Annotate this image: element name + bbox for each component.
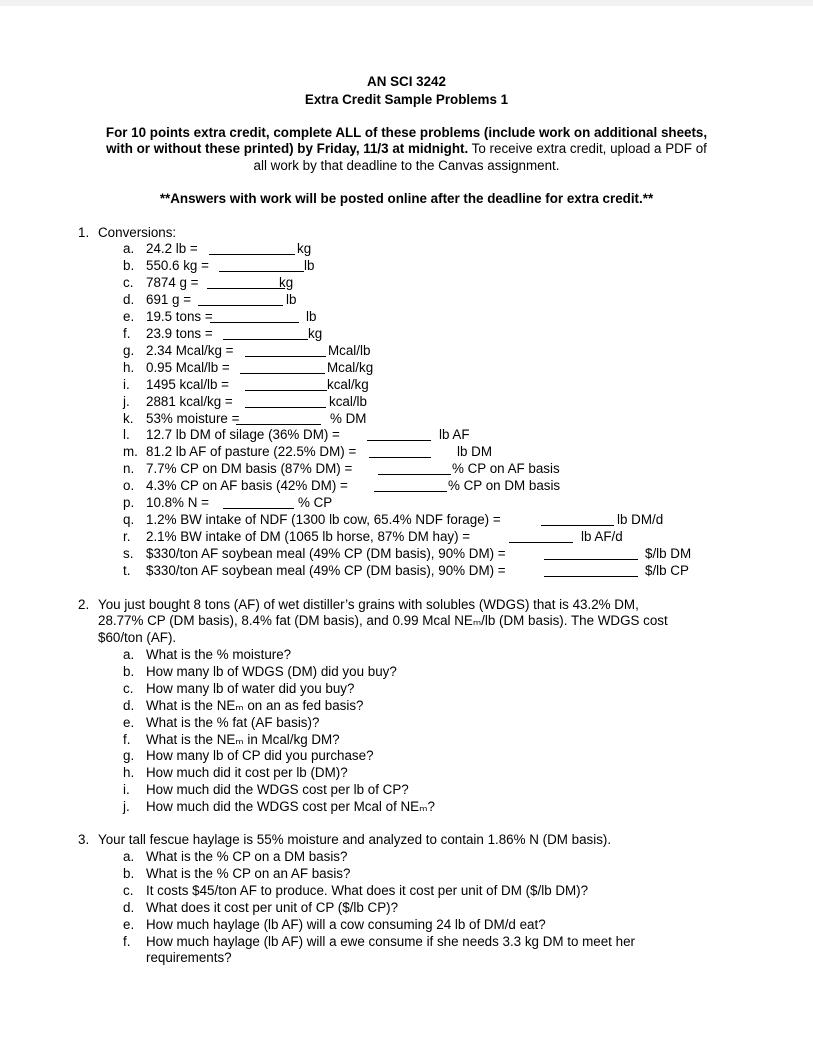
q1-answer-blank[interactable] bbox=[245, 377, 327, 391]
instructions-line-1: For 10 points extra credit, complete ALL of these problems (include work on additional sheets, bbox=[105, 125, 708, 140]
q2-number: 2. bbox=[78, 597, 90, 612]
q2-item-text: How many lb of water did you buy? bbox=[146, 681, 355, 696]
q1-item-letter: p. bbox=[123, 495, 135, 510]
q1-answer-blank[interactable] bbox=[378, 461, 451, 475]
q1-answer-blank[interactable] bbox=[245, 343, 326, 357]
q3-item-text: What is the % CP on an AF basis? bbox=[146, 866, 351, 881]
q2-intro-line-1: You just bought 8 tons (AF) of wet distiller’s grains with solubles (WDGS) that is 43.2% DM, bbox=[98, 597, 639, 612]
q3-item-text: How much haylage (lb AF) will a cow consuming 24 lb of DM/d eat? bbox=[146, 917, 546, 932]
q1-item-letter: f. bbox=[123, 326, 131, 341]
q3-intro: Your tall fescue haylage is 55% moisture and analyzed to contain 1.86% N (DM basis). bbox=[98, 832, 612, 847]
q1-item-letter: g. bbox=[123, 343, 135, 358]
q1-item-letter: b. bbox=[123, 258, 135, 273]
q3-item-letter: f. bbox=[123, 934, 131, 949]
q1-item-letter: s. bbox=[123, 546, 134, 561]
instructions-line-2 bbox=[0, 141, 813, 156]
q2-item-letter: c. bbox=[123, 681, 134, 696]
q1-item-unit: lb AF/d bbox=[581, 529, 623, 544]
q1-answer-blank[interactable] bbox=[374, 478, 447, 492]
q3-item-text: How much haylage (lb AF) will a ewe consume if she needs 3.3 kg DM to meet her bbox=[146, 934, 635, 949]
q1-item-text: 4.3% CP on AF basis (42% DM) = bbox=[146, 478, 348, 493]
q1-answer-blank[interactable] bbox=[509, 529, 573, 543]
q1-item-text: 53% moisture = bbox=[146, 411, 240, 426]
q1-item-letter: a. bbox=[123, 241, 135, 256]
q1-answer-blank[interactable] bbox=[236, 411, 321, 425]
q1-answer-blank[interactable] bbox=[544, 546, 638, 560]
q1-answer-blank[interactable] bbox=[209, 241, 295, 255]
q1-item-text: $330/ton AF soybean meal (49% CP (DM basis), 90% DM) = bbox=[146, 563, 506, 578]
q2-item-letter: b. bbox=[123, 664, 135, 679]
q1-item-unit: kcal/kg bbox=[327, 377, 369, 392]
q1-item-letter: i. bbox=[123, 377, 130, 392]
q1-item-unit: kg bbox=[308, 326, 323, 341]
q2-item-text: How much did the WDGS cost per lb of CP? bbox=[146, 782, 409, 797]
q1-item-unit: lb bbox=[286, 292, 297, 307]
q3-item-letter: c. bbox=[123, 883, 134, 898]
q1-item-letter: m. bbox=[123, 444, 138, 459]
q3-item-text: What does it cost per unit of CP ($/lb CP)? bbox=[146, 900, 399, 915]
q1-item-text: 1495 kcal/lb = bbox=[146, 377, 230, 392]
q1-item-text: 2.34 Mcal/kg = bbox=[146, 343, 234, 358]
q1-item-text: 19.5 tons = bbox=[146, 309, 213, 324]
q1-item-text: 7874 g = bbox=[146, 275, 199, 290]
q1-item-text: 12.7 lb DM of silage (36% DM) = bbox=[146, 427, 340, 442]
q2-item-letter: i. bbox=[123, 782, 130, 797]
q3-item-letter: b. bbox=[123, 866, 135, 881]
q2-item-text: How many lb of CP did you purchase? bbox=[146, 748, 374, 763]
viewer-top-bar bbox=[0, 0, 813, 6]
course-code: AN SCI 3242 bbox=[367, 74, 446, 89]
q1-answer-blank[interactable] bbox=[240, 360, 325, 374]
q1-item-unit: % CP bbox=[298, 495, 333, 510]
q3-item-letter: e. bbox=[123, 917, 135, 932]
q1-answer-blank[interactable] bbox=[207, 275, 285, 289]
q1-answer-blank[interactable] bbox=[541, 512, 614, 526]
q1-item-text: 2.1% BW intake of DM (1065 lb horse, 87% DM hay) = bbox=[146, 529, 471, 544]
q1-item-text: 691 g = bbox=[146, 292, 192, 307]
instructions-line-3: all work by that deadline to the Canvas assignment. bbox=[253, 158, 560, 173]
q2-item-letter: e. bbox=[123, 715, 135, 730]
q1-item-unit: $/lb DM bbox=[645, 546, 692, 561]
q2-item-text: How much did it cost per lb (DM)? bbox=[146, 765, 348, 780]
instructions-line-2-normal: To receive extra credit, upload a PDF of bbox=[468, 141, 707, 156]
q1-item-letter: r. bbox=[123, 529, 131, 544]
q1-item-unit: kcal/lb bbox=[329, 394, 367, 409]
q1-answer-blank[interactable] bbox=[219, 258, 304, 272]
q3-item-letter: a. bbox=[123, 849, 135, 864]
q1-number: 1. bbox=[78, 225, 90, 240]
q1-answer-blank[interactable] bbox=[223, 326, 308, 340]
q1-item-unit: Mcal/lb bbox=[328, 343, 371, 358]
q3-item-letter: d. bbox=[123, 900, 135, 915]
q2-item-letter: a. bbox=[123, 647, 135, 662]
document-title: Extra Credit Sample Problems 1 bbox=[304, 92, 509, 107]
q1-item-text: 2881 kcal/kg = bbox=[146, 394, 233, 409]
q1-answer-blank[interactable] bbox=[198, 292, 283, 306]
q1-item-letter: k. bbox=[123, 411, 134, 426]
q2-item-letter: f. bbox=[123, 732, 131, 747]
q2-item-letter: j. bbox=[123, 799, 130, 814]
q1-item-text: 0.95 Mcal/lb = bbox=[146, 360, 230, 375]
q3-f-continuation: requirements? bbox=[146, 950, 232, 965]
q1-item-text: 24.2 lb = bbox=[146, 241, 198, 256]
q1-answer-blank[interactable] bbox=[544, 563, 638, 577]
q2-item-text: How many lb of WDGS (DM) did you buy? bbox=[146, 664, 397, 679]
q1-item-letter: o. bbox=[123, 478, 135, 493]
q1-item-unit: lb bbox=[304, 258, 315, 273]
q1-answer-blank[interactable] bbox=[210, 309, 299, 323]
q1-item-text: 550.6 kg = bbox=[146, 258, 209, 273]
q3-item-text: What is the % CP on a DM basis? bbox=[146, 849, 348, 864]
q1-item-letter: h. bbox=[123, 360, 135, 375]
q1-item-letter: q. bbox=[123, 512, 135, 527]
q1-item-letter: j. bbox=[123, 394, 130, 409]
q1-item-letter: c. bbox=[123, 275, 134, 290]
q2-item-text: What is the NEₘ on an as fed basis? bbox=[146, 698, 364, 713]
q1-answer-blank[interactable] bbox=[223, 495, 294, 509]
q1-item-unit: Mcal/kg bbox=[327, 360, 374, 375]
q1-item-unit: $/lb CP bbox=[645, 563, 689, 578]
q1-answer-blank[interactable] bbox=[367, 427, 431, 441]
q2-intro-line-2: 28.77% CP (DM basis), 8.4% fat (DM basis), and 0.99 Mcal NEₘ/lb (DM basis). The WDGS cost bbox=[98, 613, 668, 628]
q1-item-text: 1.2% BW intake of NDF (1300 lb cow, 65.4% NDF forage) = bbox=[146, 512, 501, 527]
q2-item-text: What is the % fat (AF basis)? bbox=[146, 715, 320, 730]
q1-item-letter: t. bbox=[123, 563, 131, 578]
q1-item-letter: n. bbox=[123, 461, 135, 476]
q1-title: Conversions: bbox=[98, 225, 177, 240]
q1-item-letter: l. bbox=[123, 427, 130, 442]
q1-item-letter: d. bbox=[123, 292, 135, 307]
q1-item-text: 81.2 lb AF of pasture (22.5% DM) = bbox=[146, 444, 357, 459]
answers-note: **Answers with work will be posted online after the deadline for extra credit.** bbox=[159, 191, 654, 206]
q1-item-unit: kg bbox=[297, 241, 312, 256]
q1-item-unit: lb bbox=[306, 309, 317, 324]
q1-answer-blank[interactable] bbox=[245, 394, 326, 408]
q1-item-text: 7.7% CP on DM basis (87% DM) = bbox=[146, 461, 353, 476]
q2-item-text: What is the NEₘ in Mcal/kg DM? bbox=[146, 732, 340, 747]
q2-item-letter: g. bbox=[123, 748, 135, 763]
instructions-line-2-bold: with or without these printed) by Friday, 11/3 at midnight. bbox=[106, 141, 469, 156]
q2-item-letter: d. bbox=[123, 698, 135, 713]
q2-item-letter: h. bbox=[123, 765, 135, 780]
q1-item-unit: % DM bbox=[330, 411, 367, 426]
q1-item-unit: kg bbox=[279, 275, 294, 290]
q1-item-unit: lb DM/d bbox=[617, 512, 664, 527]
q3-number: 3. bbox=[78, 832, 90, 847]
q1-item-unit: lb DM bbox=[457, 444, 492, 459]
q1-item-text: $330/ton AF soybean meal (49% CP (DM basis), 90% DM) = bbox=[146, 546, 506, 561]
q2-item-text: How much did the WDGS cost per Mcal of NEₘ? bbox=[146, 799, 435, 814]
q2-item-text: What is the % moisture? bbox=[146, 647, 292, 662]
q3-item-text: It costs $45/ton AF to produce. What does it cost per unit of DM ($/lb DM)? bbox=[146, 883, 589, 898]
q1-item-text: 23.9 tons = bbox=[146, 326, 213, 341]
q1-answer-blank[interactable] bbox=[369, 444, 431, 458]
q1-item-letter: e. bbox=[123, 309, 135, 324]
q1-item-unit: % CP on DM basis bbox=[448, 478, 561, 493]
q1-item-unit: lb AF bbox=[439, 427, 470, 442]
q2-intro-line-3: $60/ton (AF). bbox=[98, 630, 177, 645]
q1-item-unit: % CP on AF basis bbox=[452, 461, 560, 476]
q1-item-text: 10.8% N = bbox=[146, 495, 209, 510]
